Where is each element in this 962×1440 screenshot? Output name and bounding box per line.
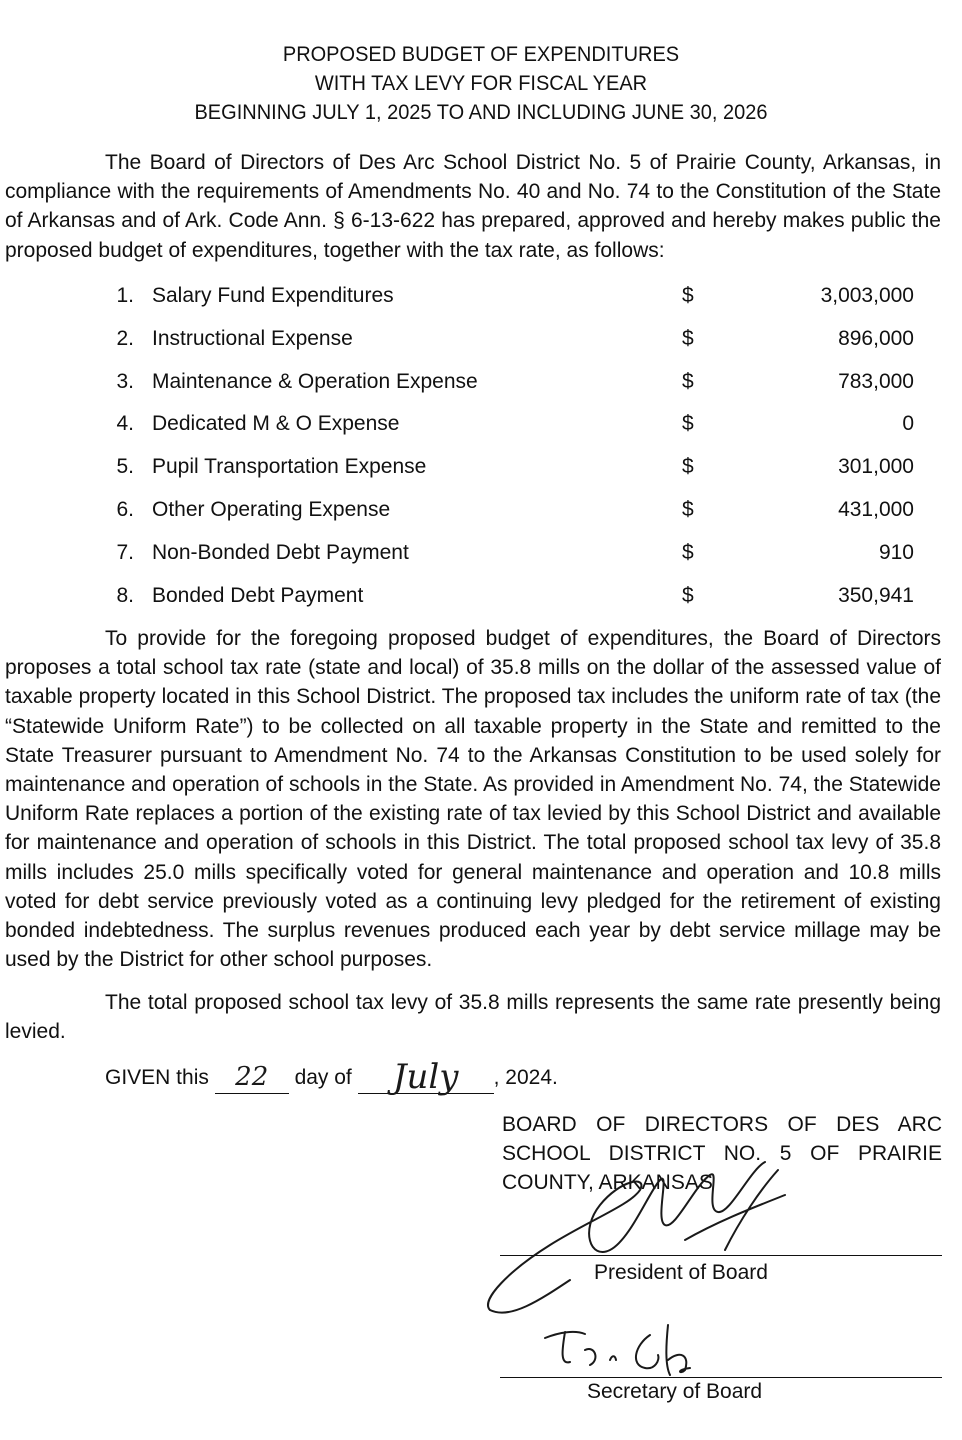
item-currency: $ [682,284,694,307]
item-number: 5. [116,455,134,479]
item-number: 4. [116,412,134,436]
item-number: 1. [116,284,134,307]
title-line-3: BEGINNING JULY 1, 2025 TO AND INCLUDING JUNE 30, 2026 [194,100,768,124]
item-label: Other Operating Expense [152,497,391,521]
handwritten-day: 22 [235,1062,269,1092]
handwritten-month: July [392,1057,459,1097]
item-currency: $ [682,455,694,479]
expenditure-item [0,495,962,538]
title-line-1: PROPOSED BUDGET OF EXPENDITURES [282,42,680,66]
given-line [105,1057,558,1097]
item-amount: 3,003,000 [820,284,914,307]
president-label: President of Board [594,1261,768,1284]
item-label: Maintenance & Operation Expense [152,369,478,393]
item-currency: $ [682,326,694,350]
item-amount: 0 [902,412,914,436]
expenditure-item [0,324,962,367]
secretary-label: Secretary of Board [587,1380,763,1403]
intro-paragraph: The Board of Directors of Des Arc School District No. 5 of Prairie County, Arkansas, in compliance with the requirements of Amendments No. 40 and No. 74 to the Constitution of the State of Arkansas and of Ark. Code Ann. § 6-13-622 has prepared, approved and hereby makes public the proposed budget of expenditures, together with the tax rate, as follows: [5,151,941,262]
item-label: Salary Fund Expenditures [152,284,394,307]
item-amount: 783,000 [838,369,914,393]
expenditure-item [0,409,962,452]
item-amount: 301,000 [838,455,914,479]
given-middle: day of [294,1066,352,1089]
tax-rate-paragraph: To provide for the foregoing proposed budget of expenditures, the Board of Directors proposes a total school tax rate (state and local) of 35.8 mills on the dollar of the assessed value of taxable property located in this School District. The proposed tax includes the uniform rate of tax (the “Statewide Uniform Rate”) to be collected on all taxable property in the State and remitted to the State Treasurer pursuant to Amendment No. 74 to the Arkansas Constitution to be used solely for maintenance and operation of schools in the State. As provided in Amendment No. 74, the Statewide Uniform Rate replaces a portion of the existing rate of tax levied by this School District and available for maintenance and operation of schools in this District. The total proposed school tax levy of 35.8 mills includes 25.0 mills specifically voted for general maintenance and operation and 10.8 mills voted for debt service previously voted as a continuing levy pledged for the retirement of existing bonded indebtedness. The surplus revenues produced each year by debt service millage may be used by the District for other school purposes. [5,627,941,972]
item-number: 2. [116,326,134,350]
president-signature-icon [480,1150,800,1325]
item-number: 7. [116,540,134,564]
president-signature-line [500,1255,942,1256]
expenditure-item [0,367,962,410]
item-amount: 910 [878,540,914,564]
item-label: Dedicated M & O Expense [152,412,400,436]
title-line-2: WITH TAX LEVY FOR FISCAL YEAR [314,71,648,95]
levy-statement: The total proposed school tax levy of 35.8 mills represents the same rate presently being levied. [5,991,941,1044]
item-label: Non-Bonded Debt Payment [152,540,409,564]
item-number: 8. [116,583,134,607]
item-number: 6. [116,497,134,521]
day-blank [215,1063,289,1094]
expenditure-item [0,581,962,624]
item-label: Pupil Transportation Expense [152,455,427,479]
item-amount: 350,941 [838,583,914,607]
item-amount: 896,000 [838,326,914,350]
month-blank [358,1057,494,1097]
item-amount: 431,000 [838,497,914,521]
expenditure-item [0,452,962,495]
given-suffix: , 2024. [493,1066,558,1089]
board-of-directors-block: BOARD OF DIRECTORS OF DES ARC SCHOOL DISTRICT NO. 5 OF PRAIRIE COUNTY, ARKANSAS [502,1113,942,1194]
expenditure-item [0,281,962,324]
expenditure-item [0,538,962,581]
item-currency: $ [682,412,694,436]
item-currency: $ [682,369,694,393]
item-label: Bonded Debt Payment [152,583,364,607]
document-title [0,40,962,127]
item-currency: $ [682,583,694,607]
item-label: Instructional Expense [152,326,353,350]
item-currency: $ [682,497,694,521]
item-currency: $ [682,540,694,564]
expenditure-list [0,281,962,623]
given-prefix: GIVEN this [105,1066,209,1089]
item-number: 3. [116,369,134,393]
